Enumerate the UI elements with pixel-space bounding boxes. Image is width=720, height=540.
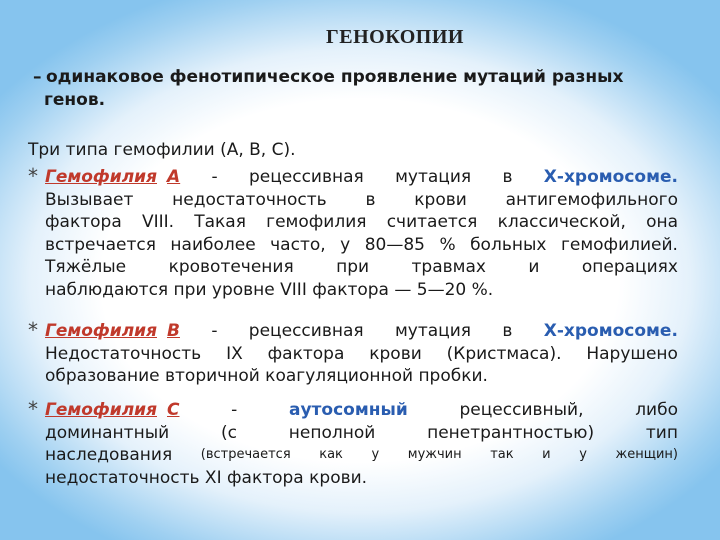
intro-text: Три типа гемофилии (А, В, С). <box>28 140 296 160</box>
hemophilia-a-line-6: наблюдаются при уровне VIII фактора — 5—20 %. <box>45 279 494 300</box>
hemophilia-a-label: Гемофилия А <box>45 167 181 187</box>
definition-dash: – <box>33 67 42 87</box>
hemophilia-c-item <box>28 399 678 489</box>
hemophilia-b-line-3: образование вторичной коагуляционной пробки. <box>45 366 488 386</box>
hemophilia-b-item <box>28 320 678 388</box>
hemophilia-a-item <box>28 166 678 301</box>
hemophilia-c-line-2: доминантный (с неполной пенетрантностью) тип <box>45 422 678 443</box>
hemophilia-a-line-5: Тяжёлые кровотечения при травмах и операциях <box>45 257 678 277</box>
definition-line-2: генов. <box>44 90 106 110</box>
bullet-star-icon: * <box>28 164 38 188</box>
hemophilia-a-line-1: Гемофилия А - рецессивная мутация в Х-хромосоме. <box>45 167 678 187</box>
bullet-star-icon: * <box>28 318 38 342</box>
x-chromosome-term: Х-хромосоме. <box>543 167 678 187</box>
x-chromosome-term: Х-хромосоме. <box>543 321 678 341</box>
bullet-star-icon: * <box>28 397 38 421</box>
autosomal-term: аутосомный <box>289 400 408 420</box>
hemophilia-b-label: Гемофилия В <box>45 321 180 341</box>
hemophilia-a-line-2: Вызывает недостаточность в крови антигемофильного <box>45 189 678 210</box>
hemophilia-c-line-3: наследования (встречается как у мужчин так и у женщин) <box>45 445 678 465</box>
hemophilia-a-line-4: встречается наиболее часто, у 80—85 % больных гемофилией. <box>45 234 678 255</box>
hemophilia-b-line-1: Гемофилия В - рецессивная мутация в Х-хромосоме. <box>45 321 678 341</box>
hemophilia-c-line-1: Гемофилия С - аутосомный рецессивный, либо <box>45 400 678 420</box>
hemophilia-b-line-2: Недостаточность IX фактора крови (Кристмаса). Нарушено <box>45 343 678 364</box>
definition <box>33 66 683 112</box>
hemophilia-c-line-4: недостаточность XI фактора крови. <box>45 467 368 488</box>
slide-title: ГЕНОКОПИИ <box>326 26 464 48</box>
hemophilia-c-label: Гемофилия С <box>45 400 180 420</box>
definition-line-1: одинаковое фенотипическое проявление мутаций разных <box>46 67 624 87</box>
hemophilia-a-line-3: фактора VIII. Такая гемофилия считается классической, она <box>45 212 678 232</box>
